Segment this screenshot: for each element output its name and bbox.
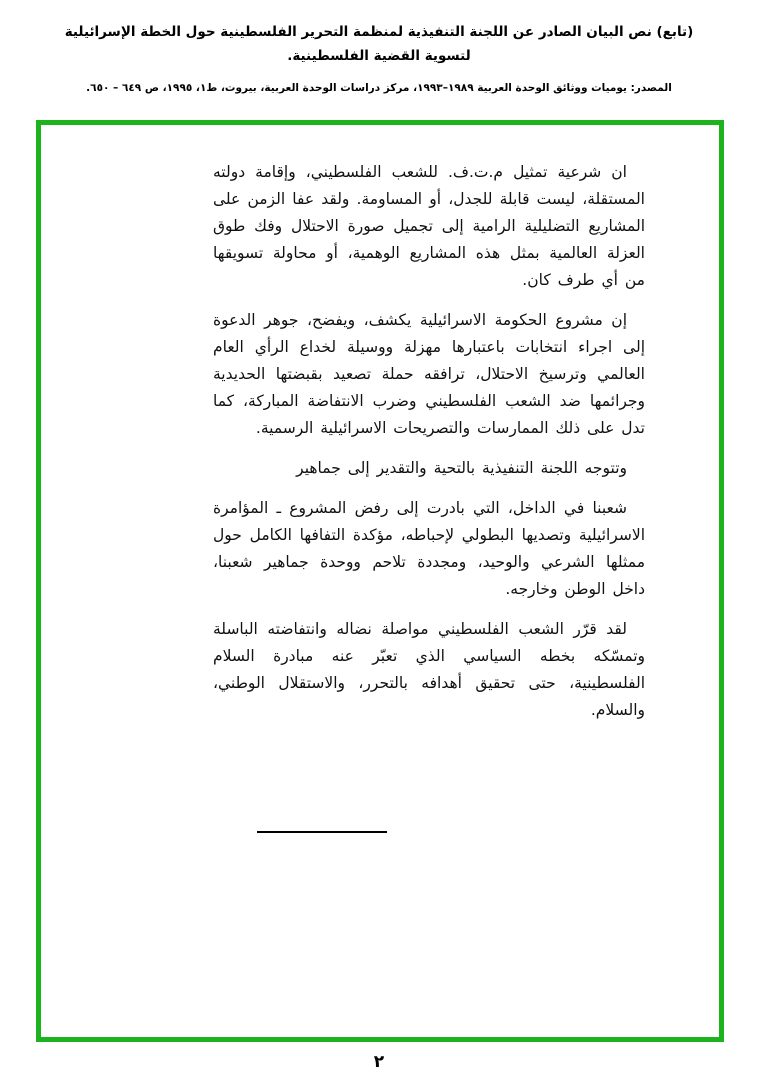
paragraph: ان شرعية تمثيل م.ت.ف. للشعب الفلسطيني، وإقامة دولته المستقلة، ليست قابلة للجدل، أو المساومة. ولقد عفا الزمن على المشاريع التضليلية الرامية إلى تجميل صورة الاحتلال وفك طوق العزلة العالمية بمثل هذه المشاريع الوهمية، أو محاولة تسويقها من أي طرف كان. (213, 163, 645, 289)
body-text (213, 159, 645, 737)
page-number: ٢ (373, 1052, 385, 1072)
paragraph: شعبنا في الداخل، التي بادرت إلى رفض المشروع ـ المؤامرة الاسرائيلية وتصديها البطولي لإحباطه، مؤكدة التفافها الكامل حول ممثلها الشرعي والوحيد، ومجددة تلاحم ووحدة جماهير شعبنا، داخل الوطن وخارجه. (213, 499, 645, 598)
paragraph: وتتوجه اللجنة التنفيذية بالتحية والتقدير إلى جماهير (296, 459, 627, 477)
document-source-line: المصدر: يوميات ووثائق الوحدة العربية ١٩٨٩–١٩٩٣، مركز دراسات الوحدة العربية، بيروت، ط١، ١٩٩٥، ص ٦٤٩ – ٦٥٠. (86, 82, 672, 94)
separator-rule (257, 831, 387, 833)
paragraph: إن مشروع الحكومة الاسرائيلية يكشف، ويفضح، جوهر الدعوة إلى اجراء انتخابات باعتبارها مهزلة ووسيلة لخداع الرأي العام العالمي وترسيخ الاحتلال، ترافقه حملة تصعيد بقبضتها الحديدية وجرائمها ضد الشعب الفلسطيني وضرب الانتفاضة المباركة، كما تدل على ذلك الممارسات والتصريحات الاسرائيلية الرسمية. (213, 311, 645, 437)
document-header-title: (تابع) نص البيان الصادر عن اللجنة التنفيذية لمنظمة التحرير الفلسطينية حول الخطة الإسرائيلية لتسوية القضية الفلسطينية. (64, 24, 694, 64)
green-frame (36, 120, 724, 1042)
paragraph: لقد قرّر الشعب الفلسطيني مواصلة نضاله وانتفاضته الباسلة وتمسّكه بخطه السياسي الذي تعبّر عنه مبادرة السلام الفلسطينية، حتى تحقيق أهدافه بالتحرر، والاستقلال الوطني، والسلام. (213, 620, 645, 719)
